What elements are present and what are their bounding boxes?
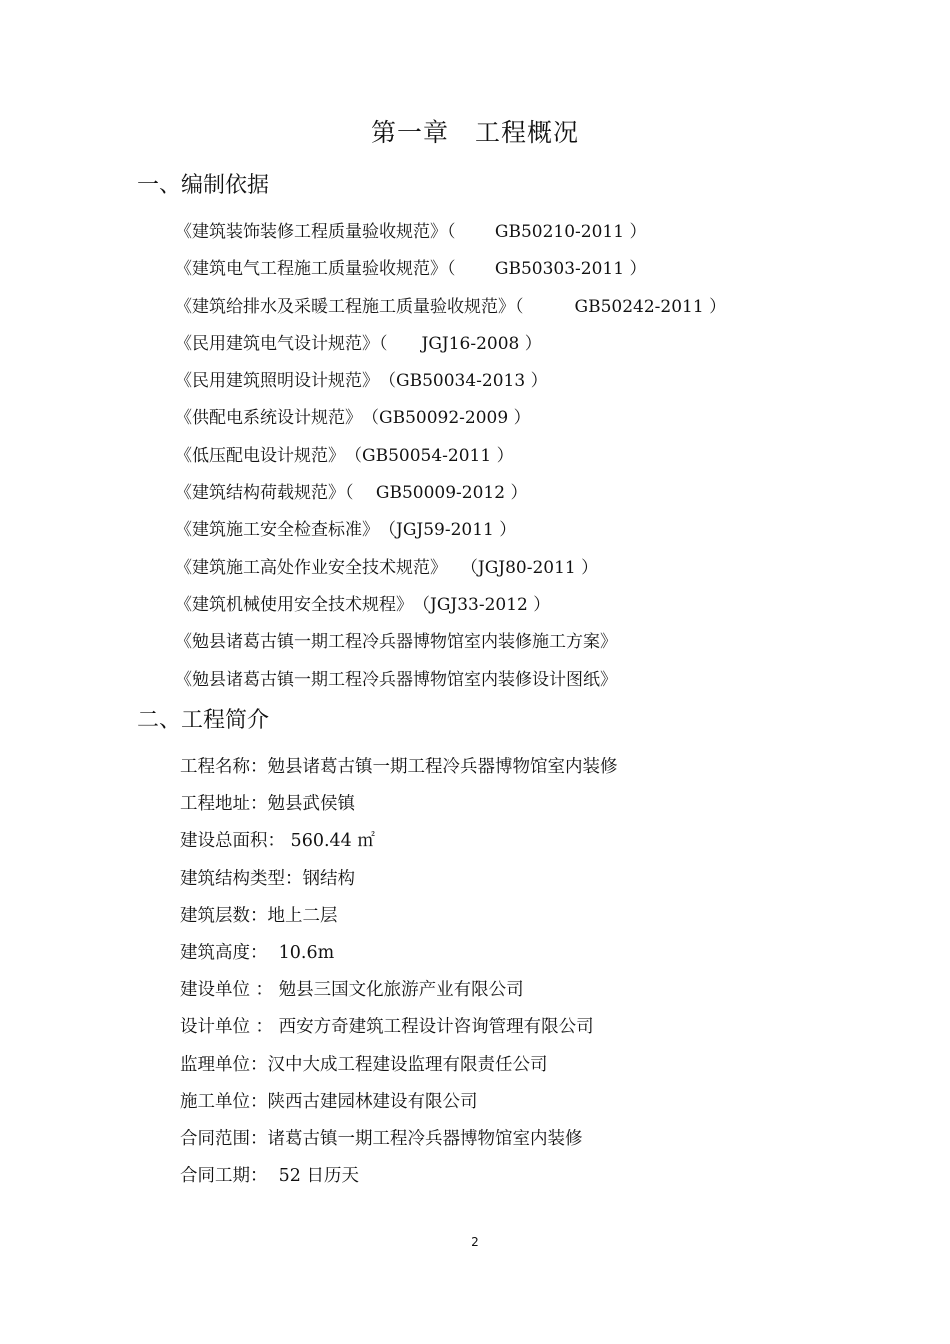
project-info-item: 施工单位：陕西古建园林建设有限公司 (180, 1091, 478, 1112)
chapter-title: 第一章 工程概况 (370, 118, 579, 147)
reference-item: 《建筑机械使用安全技术规程》 （JGJ33-2012 ） (175, 594, 551, 615)
page-number: 2 (471, 1235, 479, 1249)
project-info-item: 建筑高度： 10.6m (180, 942, 335, 963)
project-info-item: 建筑层数：地上二层 (180, 905, 338, 926)
reference-list (175, 220, 915, 705)
project-info-item: 工程名称：勉县诸葛古镇一期工程冷兵器博物馆室内装修 (180, 757, 618, 777)
reference-item: 《供配电系统设计规范》 （GB50092-2009 ） (175, 408, 531, 429)
project-info-item: 建设单位 ： 勉县三国文化旅游产业有限公司 (180, 980, 524, 1001)
project-info-item: 合同工期： 52 日历天 (180, 1166, 359, 1187)
project-info-item: 工程地址：勉县武侯镇 (180, 794, 355, 815)
project-info-item: 合同范围：诸葛古镇一期工程冷兵器博物馆室内装修 (180, 1128, 583, 1149)
reference-item: 《民用建筑电气设计规范》（ JGJ16-2008 ） (175, 333, 542, 354)
reference-item: 《建筑装饰装修工程质量验收规范》（ GB50210-2011 ） (175, 222, 647, 242)
project-info-item: 设计单位 ： 西安方奇建筑工程设计咨询管理有限公司 (180, 1017, 594, 1038)
reference-item: 《勉县诸葛古镇一期工程冷兵器博物馆室内装修设计图纸》 (175, 669, 617, 690)
reference-item: 《勉县诸葛古镇一期工程冷兵器博物馆室内装修施工方案》 (175, 632, 617, 653)
reference-item: 《建筑施工高处作业安全技术规范》 （JGJ80-2011 ） (175, 557, 599, 578)
project-info-list (180, 755, 880, 1201)
reference-item: 《建筑给排水及采暖工程施工质量验收规范》（ GB50242-2011 ） (175, 296, 727, 317)
project-info-item: 监理单位：汉中大成工程建设监理有限责任公司 (180, 1054, 548, 1075)
reference-item: 《建筑施工安全检查标准》 （JGJ59-2011 ） (175, 520, 517, 541)
project-info-item: 建筑结构类型：钢结构 (180, 868, 355, 889)
section-heading-overview: 二、工程简介 (137, 708, 270, 733)
reference-item: 《低压配电设计规范》 （GB50054-2011 ） (175, 445, 514, 466)
reference-item: 《建筑电气工程施工质量验收规范》（ GB50303-2011 ） (175, 259, 647, 280)
reference-item: 《建筑结构荷载规范》（ GB50009-2012 ） (175, 483, 528, 504)
section-heading-basis: 一、编制依据 (137, 173, 270, 198)
project-info-item: 建设总面积： 560.44 ㎡ (180, 831, 375, 852)
reference-item: 《民用建筑照明设计规范》 （GB50034-2013 ） (175, 371, 548, 392)
